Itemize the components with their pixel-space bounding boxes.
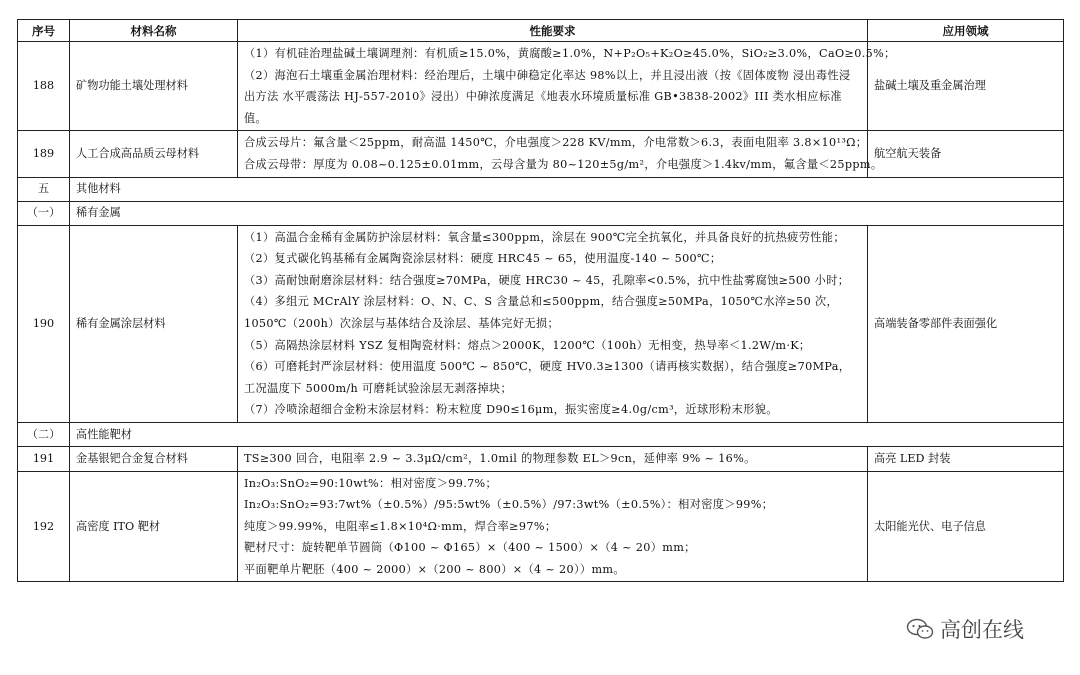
- performance-cell: [238, 471, 868, 582]
- perf-line: 靶材尺寸：旋转靶单节圆筒（Φ100 ~ Φ165）×（400 ~ 1500）×（4 ~ 20）mm；: [244, 541, 696, 555]
- perf-line: In₂O₃:SnO₂=93:7wt%（±0.5%）/95:5wt%（±0.5%）/97:3wt%（±0.5%）：相对密度＞99%；: [244, 498, 774, 512]
- perf-line: （2）海泡石土壤重金属治理材料：经治理后，土壤中砷稳定化率达 98%以上，并且浸出液（按《固体废物 浸出毒性浸出方法 水平震荡法 HJ-557-2010》浸出）中砷浓度满足《地表水环境质量标准 GB•3838-2002》III 类水相应标准值。: [244, 68, 851, 125]
- section-num: 五: [18, 177, 70, 201]
- header-name: 材料名称: [70, 20, 238, 42]
- performance-cell: [238, 225, 868, 422]
- perf-line: 合成云母片：氟含量＜25ppm，耐高温 1450℃，介电强度＞228 KV/mm，介电常数＞6.3，表面电阻率 3.8×10¹³Ω；: [244, 136, 868, 150]
- watermark: [906, 614, 1024, 644]
- performance-cell: [238, 131, 883, 177]
- perf-line: （1）有机硅治理盐碱土壤调理剂：有机质≥15.0%，黄腐酸≥1.0%，N+P₂O₅+K₂O≥45.0%，SiO₂≥3.0%，CaO≥0.5%；: [244, 47, 896, 60]
- section-row: [18, 177, 1064, 201]
- table-row: [18, 42, 1064, 131]
- row-num: 189: [18, 131, 70, 177]
- table-row: [18, 131, 1064, 177]
- perf-line: （5）高隔热涂层材料 YSZ 复相陶瓷材料：熔点＞2000K，1200℃（100h）无相变，热导率＜1.2W/m·K；: [244, 338, 811, 352]
- perf-line: 合成云母带：厚度为 0.08~0.125±0.01mm，云母含量为 80~120±5g/m²，介电强度＞1.4kv/mm，氟含量＜25ppm。: [244, 157, 883, 171]
- application-field: 高端装备零部件表面强化: [868, 225, 1064, 422]
- subsection-title: 高性能靶材: [70, 422, 1064, 446]
- row-num: 192: [18, 471, 70, 582]
- material-name: 矿物功能土壤处理材料: [70, 42, 238, 131]
- perf-line: （6）可磨耗封严涂层材料：使用温度 500℃ ~ 850℃，硬度 HV0.3≥1300（请再核实数据），结合强度≥70MPa，工况温度下 5000m/h 可磨耗试验涂层无剥落掉块；: [244, 360, 851, 395]
- row-num: 191: [18, 446, 70, 471]
- table-row: [18, 471, 1064, 582]
- subsection-title: 稀有金属: [70, 201, 1064, 225]
- material-name: 金基银钯合金复合材料: [70, 446, 238, 471]
- table-row: [18, 225, 1064, 422]
- watermark-text: 高创在线: [940, 618, 1024, 642]
- header-num: 序号: [18, 20, 70, 42]
- perf-line: （7）冷喷涂超细合金粉末涂层材料：粉末粒度 D90≤16μm，振实密度≥4.0g/cm³，近球形粉末形貌。: [244, 403, 778, 417]
- row-num: 190: [18, 225, 70, 422]
- perf-line: （4）多组元 MCrAlY 涂层材料：O、N、C、S 含量总和≤500ppm，结合强度≥50MPa，1050℃水淬≥50 次，1050℃（200h）次涂层与基体结合及涂层、基体完好无损；: [244, 295, 839, 330]
- table-header-row: [18, 20, 1064, 42]
- performance-cell: [238, 42, 896, 131]
- subsection-row: [18, 201, 1064, 225]
- header-app: 应用领域: [868, 20, 1064, 42]
- material-name: 稀有金属涂层材料: [70, 225, 238, 422]
- performance-cell: [238, 446, 868, 471]
- row-num: 188: [18, 42, 70, 131]
- perf-line: （2）复式碳化钨基稀有金属陶瓷涂层材料：硬度 HRC45 ~ 65，使用温度-140 ~ 500℃；: [244, 252, 722, 266]
- application-field: 高亮 LED 封装: [868, 446, 1064, 471]
- materials-table: [17, 19, 1064, 582]
- perf-line: （3）高耐蚀耐磨涂层材料：结合强度≥70MPa，硬度 HRC30 ~ 45，孔隙率<0.5%，抗中性盐雾腐蚀≥500 小时；: [244, 273, 850, 287]
- application-field: 航空航天装备: [868, 131, 1064, 177]
- material-name: 高密度 ITO 靶材: [70, 471, 238, 582]
- wechat-icon: [906, 618, 934, 640]
- application-field: 太阳能光伏、电子信息: [868, 471, 1064, 582]
- subsection-row: [18, 422, 1064, 446]
- perf-line: In₂O₃:SnO₂=90:10wt%：相对密度＞99.7%；: [244, 476, 498, 490]
- perf-line: 平面靶单片靶胚（400 ~ 2000）×（200 ~ 800）×（4 ~ 20））mm。: [244, 562, 625, 576]
- header-perf: 性能要求: [238, 20, 868, 42]
- perf-line: （1）高温合金稀有金属防护涂层材料：氧含量≤300ppm，涂层在 900℃完全抗氧化，并具备良好的抗热疲劳性能；: [244, 230, 845, 244]
- section-title: 其他材料: [70, 177, 1064, 201]
- application-field: 盐碱土壤及重金属治理: [868, 42, 1064, 131]
- subsection-num: （二）: [18, 422, 70, 446]
- perf-line: TS≥300 回合，电阻率 2.9 ~ 3.3μΩ/cm²，1.0mil 的物理参数 EL＞9cn，延伸率 9% ~ 16%。: [244, 451, 756, 465]
- material-name: 人工合成高品质云母材料: [70, 131, 238, 177]
- subsection-num: （一）: [18, 201, 70, 225]
- table-row: [18, 446, 1064, 471]
- perf-line: 纯度＞99.99%，电阻率≤1.8×10⁴Ω·mm，焊合率≥97%；: [244, 519, 557, 533]
